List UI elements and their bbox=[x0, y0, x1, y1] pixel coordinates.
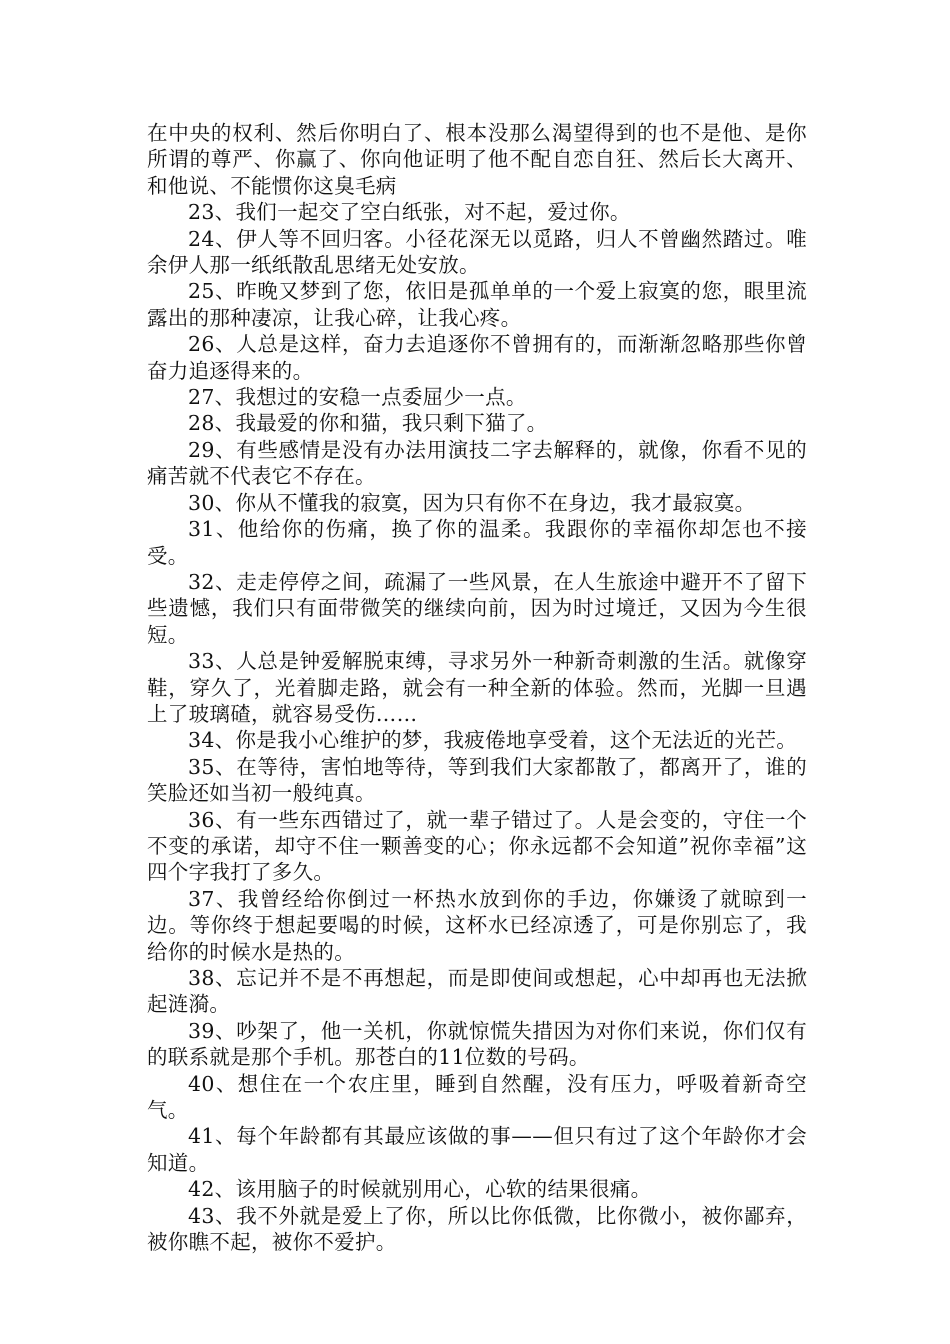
paragraph-0: 在中央的权利、然后你明白了、根本没那么渴望得到的也不是他、是你所谓的尊严、你赢了、你向他证明了他不配自恋自狂、然后长大离开、和他说、不能惯你这臭毛病 bbox=[147, 121, 807, 198]
paragraph-32: 32、走走停停之间，疏漏了一些风景，在人生旅途中避开不了留下些遗憾，我们只有面带微笑的继续向前，因为时过境迁，又因为今生很短。 bbox=[147, 569, 807, 647]
paragraph-37: 37、我曾经给你倒过一杯热水放到你的手边，你嫌烫了就晾到一边。等你终于想起要喝的时候，这杯水已经凉透了，可是你别忘了，我给你的时候水是热的。 bbox=[147, 886, 807, 964]
paragraph-24: 24、伊人等不回归客。小径花深无以觅路，归人不曾幽然踏过。唯余伊人那一纸纸散乱思绪无处安放。 bbox=[147, 226, 807, 278]
paragraph-31: 31、他给你的伤痛，换了你的温柔。我跟你的幸福你却怎也不接受。 bbox=[147, 517, 807, 568]
paragraph-36: 36、有一些东西错过了，就一辈子错过了。人是会变的，守住一个不变的承诺，却守不住一颗善变的心；你永远都不会知道”祝你幸福”这四个字我打了多久。 bbox=[147, 807, 807, 885]
paragraph-30: 30、你从不懂我的寂寞，因为只有你不在身边，我才最寂寞。 bbox=[188, 490, 756, 515]
paragraph-40: 40、想住在一个农庄里，睡到自然醒，没有压力，呼吸着新奇空气。 bbox=[147, 1071, 807, 1123]
paragraph-27: 27、我想过的安稳一点委屈少一点。 bbox=[188, 385, 527, 410]
paragraph-38: 38、忘记并不是不再想起，而是即使间或想起，心中却再也无法掀起涟漪。 bbox=[147, 966, 807, 1017]
paragraph-29: 29、有些感情是没有办法用演技二字去解释的，就像，你看不见的痛苦就不代表它不存在。 bbox=[147, 437, 807, 489]
paragraph-26: 26、人总是这样，奋力去追逐你不曾拥有的，而渐渐忽略那些你曾奋力追逐得来的。 bbox=[147, 332, 807, 383]
paragraph-35: 35、在等待，害怕地等待，等到我们大家都散了，都离开了，谁的笑脸还如当初一般纯真。 bbox=[147, 754, 807, 806]
paragraph-28: 28、我最爱的你和猫，我只剩下猫了。 bbox=[188, 411, 548, 436]
paragraph-25: 25、昨晚又梦到了您，依旧是孤单单的一个爱上寂寞的您，眼里流露出的那种凄凉，让我心碎，让我心疼。 bbox=[147, 279, 807, 330]
paragraph-34: 34、你是我小心维护的梦，我疲倦地享受着，这个无法近的光芒。 bbox=[188, 728, 798, 753]
paragraph-23: 23、我们一起交了空白纸张，对不起，爱过你。 bbox=[188, 200, 631, 225]
paragraph-43: 43、我不外就是爱上了你，所以比你低微，比你微小，被你鄙弃，被你瞧不起，被你不爱护。 bbox=[147, 1203, 807, 1255]
paragraph-39: 39、吵架了，他一关机，你就惊慌失措因为对你们来说，你们仅有的联系就是那个手机。那苍白的11位数的号码。 bbox=[147, 1018, 807, 1070]
paragraph-41: 41、每个年龄都有其最应该做的事——但只有过了这个年龄你才会知道。 bbox=[147, 1124, 807, 1175]
paragraph-42: 42、该用脑子的时候就别用心，心软的结果很痛。 bbox=[188, 1177, 652, 1202]
paragraph-33: 33、人总是钟爱解脱束缚，寻求另外一种新奇刺激的生活。就像穿鞋，穿久了，光着脚走路，就会有一种全新的体验。然而，光脚一旦遇上了玻璃碴，就容易受伤…… bbox=[147, 649, 807, 726]
document-page bbox=[147, 120, 807, 1255]
